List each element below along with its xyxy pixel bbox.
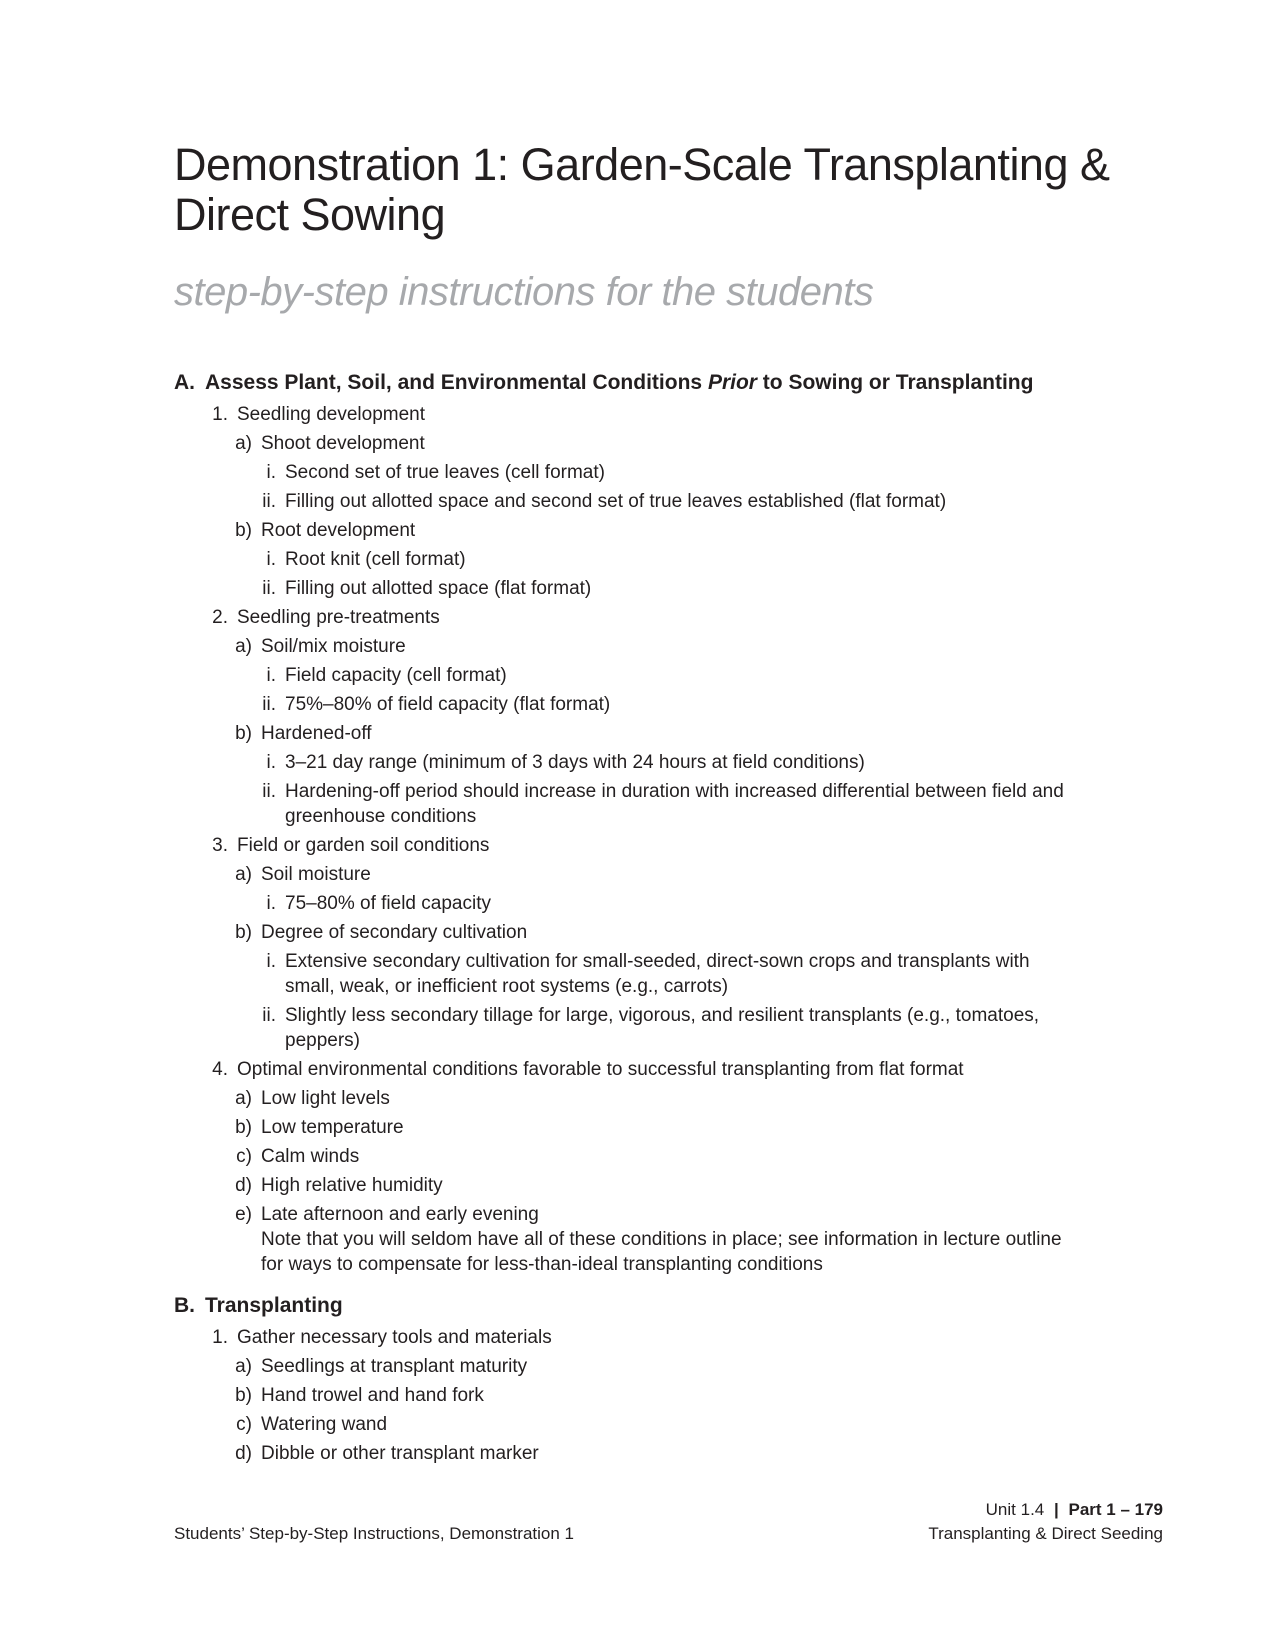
outline-item (174, 1057, 1074, 1082)
item-text: Hardened-off (261, 723, 372, 744)
item-marker: b) (235, 723, 252, 744)
outline-item (174, 1086, 1074, 1111)
outline-item (174, 576, 1074, 601)
item-marker: ii. (262, 1005, 276, 1026)
outline-item (174, 489, 1074, 514)
item-text: Hand trowel and hand fork (261, 1385, 484, 1406)
item-text: Extensive secondary cultivation for small-seeded, direct-sown crops and transplants with small, weak, or inefficient root systems (e.g., carrots) (285, 951, 1030, 997)
outline-item (174, 721, 1074, 746)
item-marker: i. (266, 893, 276, 914)
item-text: Filling out allotted space and second set of true leaves established (flat format) (285, 491, 947, 512)
item-marker: b) (235, 1385, 252, 1406)
outline-item (174, 750, 1074, 775)
footer-unit (986, 1498, 1163, 1522)
item-marker: ii. (262, 694, 276, 715)
item-text: Soil/mix moisture (261, 636, 406, 657)
item-text: Seedling pre-treatments (237, 607, 440, 628)
outline-item (174, 862, 1074, 887)
outline-item (174, 1325, 1074, 1350)
item-text: Seedlings at transplant maturity (261, 1356, 528, 1377)
item-marker: b) (235, 520, 252, 541)
item-marker: b) (235, 1117, 252, 1138)
item-marker: 2. (212, 607, 228, 628)
item-text: Slightly less secondary tillage for large, vigorous, and resilient transplants (e.g., tomatoes, peppers) (285, 1005, 1040, 1051)
item-marker: ii. (262, 578, 276, 599)
item-marker: c) (236, 1414, 252, 1435)
item-text: Soil moisture (261, 864, 371, 885)
item-marker: ii. (262, 491, 276, 512)
heading-part: to Sowing or Transplanting (756, 371, 1034, 394)
outline-item (174, 1115, 1074, 1140)
item-text: Gather necessary tools and materials (237, 1327, 552, 1348)
item-marker: 1. (212, 1327, 228, 1348)
item-marker: c) (236, 1146, 252, 1167)
outline-item (174, 891, 1074, 916)
section-heading (174, 1291, 1074, 1321)
outline-item (174, 518, 1074, 543)
item-marker: ii. (262, 781, 276, 802)
item-marker: 3. (212, 835, 228, 856)
item-text: Seedling development (237, 404, 426, 425)
footer-left: Students’ Step-by-Step Instructions, Demonstration 1 (174, 1524, 575, 1543)
item-marker: i. (266, 951, 276, 972)
heading-part: Assess Plant, Soil, and Environmental Conditions (205, 371, 708, 394)
item-marker: d) (235, 1175, 252, 1196)
outline-item (174, 1202, 1074, 1227)
outline-item (174, 1173, 1074, 1198)
item-text: Low temperature (261, 1117, 404, 1138)
footer-unit-label: Unit 1.4 (985, 1500, 1045, 1519)
outline-item (174, 1354, 1074, 1379)
item-marker: 1. (212, 404, 228, 425)
outline-item (174, 692, 1074, 717)
item-marker: d) (235, 1443, 252, 1464)
item-marker: i. (266, 665, 276, 686)
item-text: 75–80% of field capacity (285, 893, 491, 914)
item-text: Optimal environmental conditions favorable to successful transplanting from flat format (237, 1059, 964, 1080)
outline-item (174, 949, 1074, 999)
outline-item (174, 460, 1074, 485)
item-text: Filling out allotted space (flat format) (285, 578, 592, 599)
item-text: 75%–80% of field capacity (flat format) (285, 694, 611, 715)
item-text: Watering wand (261, 1414, 388, 1435)
outline-item (174, 402, 1074, 427)
footer-page-number: Part 1 – 179 (1068, 1500, 1163, 1519)
item-text: Shoot development (261, 433, 425, 454)
outline-item (174, 663, 1074, 688)
footer-separator: | (1053, 1500, 1059, 1519)
item-text: 3–21 day range (minimum of 3 days with 24 hours at field conditions) (285, 752, 865, 773)
item-marker: 4. (212, 1059, 228, 1080)
outline-item (174, 833, 1074, 858)
page-subtitle: step-by-step instructions for the students (174, 270, 874, 314)
item-marker: a) (235, 1356, 252, 1377)
item-text: High relative humidity (261, 1175, 443, 1196)
item-text: Late afternoon and early evening (261, 1204, 539, 1225)
item-text: Root knit (cell format) (285, 549, 466, 570)
item-text: Root development (261, 520, 416, 541)
item-text: Field or garden soil conditions (237, 835, 490, 856)
item-text: Dibble or other transplant marker (261, 1443, 539, 1464)
item-text: Low light levels (261, 1088, 390, 1109)
item-marker: i. (266, 462, 276, 483)
heading-part: Transplanting (205, 1294, 343, 1317)
section-letter: B. (174, 1294, 195, 1317)
outline-content (174, 360, 1074, 1466)
item-text: Field capacity (cell format) (285, 665, 507, 686)
outline-item (174, 920, 1074, 945)
item-marker: b) (235, 922, 252, 943)
heading-part: Prior (707, 371, 757, 394)
item-marker: a) (235, 433, 252, 454)
section-heading (174, 368, 1074, 398)
outline-item (174, 1383, 1074, 1408)
outline-item (174, 1441, 1074, 1466)
item-marker: i. (266, 752, 276, 773)
outline-item (174, 779, 1074, 829)
outline-item (174, 1003, 1074, 1053)
item-marker: i. (266, 549, 276, 570)
outline-item (174, 634, 1074, 659)
outline-item (174, 547, 1074, 572)
section-letter: A. (174, 371, 195, 394)
outline-item (174, 431, 1074, 456)
item-marker: a) (235, 636, 252, 657)
footer-right: Transplanting & Direct Seeding (928, 1524, 1163, 1543)
section-heading-text (205, 1291, 343, 1321)
outline-note: Note that you will seldom have all of these conditions in place; see information in lecture outline for ways to compensate for less-than-ideal transplanting conditions (261, 1229, 1062, 1275)
item-marker: a) (235, 864, 252, 885)
outline-item (174, 605, 1074, 630)
item-text: Calm winds (261, 1146, 360, 1167)
outline-item (174, 1412, 1074, 1437)
page-title: Demonstration 1: Garden-Scale Transplanting & Direct Sowing (174, 139, 1110, 240)
item-text: Second set of true leaves (cell format) (285, 462, 605, 483)
section-heading-text (205, 368, 1033, 398)
item-marker: a) (235, 1088, 252, 1109)
item-text: Hardening-off period should increase in duration with increased differential between field and greenhouse conditions (285, 781, 1064, 827)
outline-item (174, 1144, 1074, 1169)
item-text: Degree of secondary cultivation (261, 922, 528, 943)
item-marker: e) (235, 1204, 252, 1225)
